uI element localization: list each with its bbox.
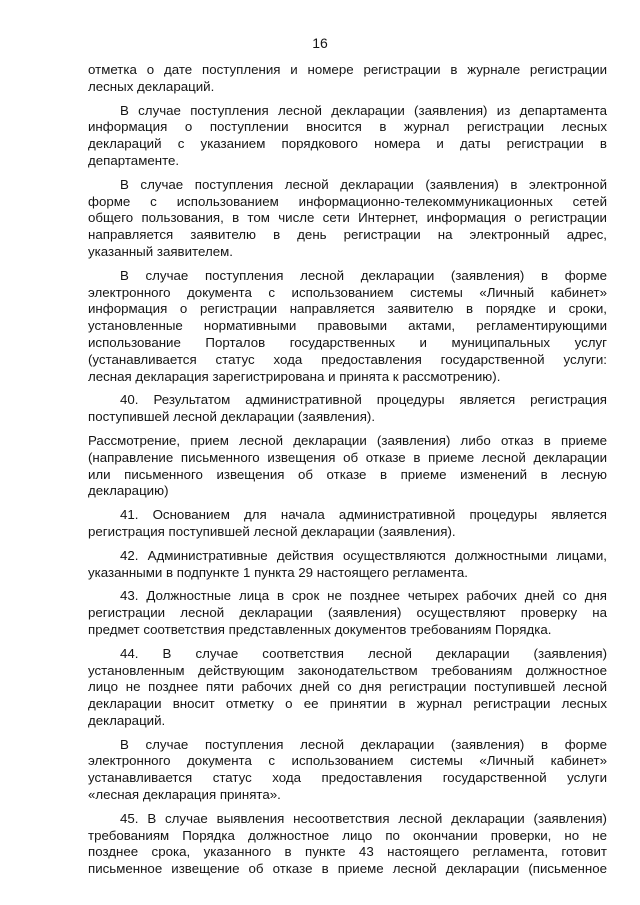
paragraph (88, 177, 607, 261)
text-line: (направление письменного извещения об отказе в приеме лесной декларации (88, 449, 607, 465)
paragraph (88, 646, 607, 730)
text-line: 43. Должностные лица в срок не позднее четырех рабочих дней со дня (120, 588, 607, 604)
text-line: лесных деклараций. (88, 78, 215, 94)
text-line: В случае поступления лесной декларации (заявления) из департамента (120, 102, 607, 118)
text-line: электронного документа с использованием системы «Личный кабинет» (88, 284, 607, 300)
text-line: департаменте. (88, 152, 180, 168)
text-line: установленным действующим законодательством требованиям должностное (88, 662, 607, 678)
text-line: лицо не позднее пяти рабочих дней со дня регистрации поступившей лесной (88, 679, 607, 695)
paragraph (88, 103, 607, 170)
text-line: позднее срока, указанного в пункте 43 настоящего регламента, готовит (88, 844, 607, 860)
text-line: или письменного извещения об отказе в приеме изменений в лесную (88, 466, 607, 482)
text-line: отметка о дате поступления и номере регистрации в журнале регистрации (88, 62, 607, 77)
text-line: использование Порталов государственных и муниципальных услуг (88, 334, 607, 350)
text-line: В случае поступления лесной декларации (заявления) в форме (120, 267, 607, 283)
text-line: форме с использованием информационно-телекоммуникационных сетей (88, 193, 607, 209)
paragraph (88, 268, 607, 386)
text-line: предмет соответствия представленных документов требованиям Порядка. (88, 621, 552, 637)
paragraph (88, 507, 607, 541)
paragraph (88, 62, 607, 96)
text-line: электронного документа с использованием системы «Личный кабинет» (88, 753, 607, 769)
text-line: декларацию) (88, 483, 169, 499)
text-line: устанавливается статус хода предоставления государственной услуги (88, 770, 607, 786)
text-line: 45. В случае выявления несоответствия лесной декларации (заявления) (120, 810, 607, 826)
text-line: В случае поступления лесной декларации (заявления) в форме (120, 736, 607, 752)
text-line: указанный заявителем. (88, 243, 233, 259)
text-line: лесная декларация зарегистрирована и принята к рассмотрению). (88, 368, 501, 384)
text-line: письменное извещение об отказе в приеме лесной декларации (письменное (88, 861, 607, 877)
paragraph (88, 392, 607, 426)
text-line: 40. Результатом административной процедуры является регистрация (120, 392, 607, 408)
text-line: поступившей лесной декларации (заявления). (88, 409, 376, 425)
text-line: 41. Основанием для начала административной процедуры является (120, 507, 607, 523)
paragraph (88, 811, 607, 878)
text-line: 42. Административные действия осуществляются должностными лицами, (120, 547, 607, 563)
text-line: регистрация поступившей лесной декларации (заявления). (88, 523, 456, 539)
paragraph (88, 548, 607, 582)
text-line: регистрации лесной декларации (заявления) осуществляют проверку на (88, 605, 607, 621)
text-line: указанными в подпункте 1 пункта 29 настоящего регламента. (88, 564, 468, 580)
text-line: деклараций. (88, 712, 166, 728)
text-line: информация о регистрации направляется заявителю в порядке и сроки, (88, 301, 607, 317)
paragraph (88, 433, 607, 500)
text-line: установленные нормативными правовыми актами, регламентирующими (88, 318, 607, 334)
text-line: направляется заявителю в день регистрации на электронный адрес, (88, 227, 607, 243)
paragraph (88, 737, 607, 804)
text-line: 44. В случае соответствия лесной декларации (заявления) (120, 645, 607, 661)
text-line: (устанавливается статус хода предоставления государственной услуги: (88, 351, 607, 367)
text-line: требованиям Порядка должностное лицо по окончании проверки, но не (88, 827, 607, 843)
body-text (88, 62, 607, 885)
page-number: 16 (312, 35, 328, 51)
text-line: Рассмотрение, прием лесной декларации (заявления) либо отказ в приеме (88, 432, 607, 448)
text-line: общего пользования, в том числе сети Интернет, информация о регистрации (88, 210, 607, 226)
text-line: деклараций с указанием порядкового номера и даты регистрации в (88, 136, 607, 152)
paragraph (88, 588, 607, 638)
text-line: «лесная декларация принята». (88, 787, 281, 803)
text-line: информация о поступлении вносится в журнал регистрации лесных (88, 119, 607, 135)
text-line: декларации вносит отметку о ее принятии в журнал регистрации лесных (88, 696, 607, 712)
text-line: В случае поступления лесной декларации (заявления) в электронной (120, 176, 607, 192)
